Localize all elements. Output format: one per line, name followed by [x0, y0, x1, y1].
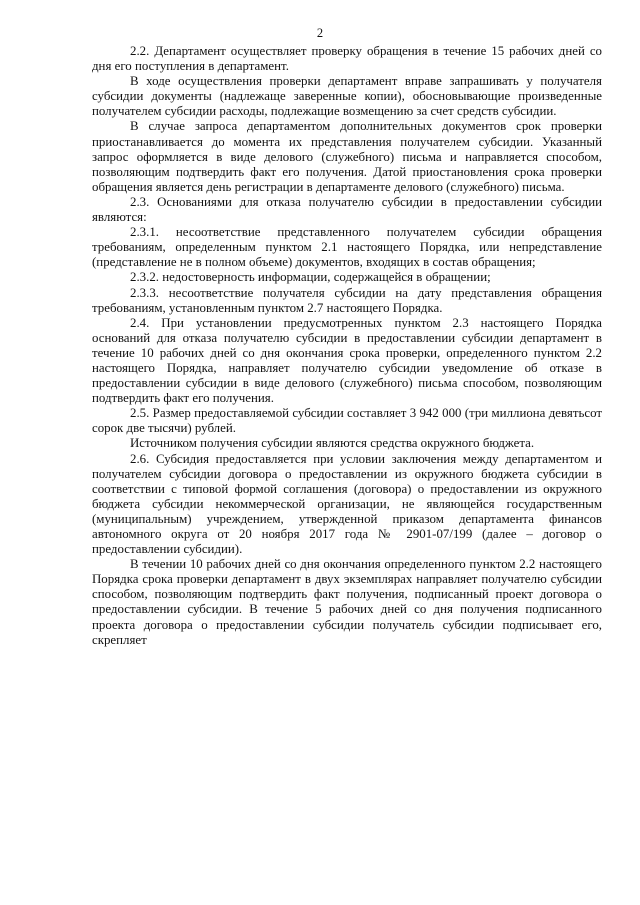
- paragraph-2-2: 2.2. Департамент осуществляет проверку обращения в течение 15 рабочих дней со дня его поступления в департамент.: [92, 44, 602, 74]
- paragraph-2-4: 2.4. При установлении предусмотренных пунктом 2.3 настоящего Порядка оснований для отказа получателю субсидии в предоставлении субсидии департамент в течение 10 рабочих дней со дня окончания срока проверки, определенного пунктом 2.2 настоящего Порядка, направляет получателю субсидии уведомление об отказе в предоставлении субсидии в виде делового (служебного) письма способом, позволяющим подтвердить факт его получения.: [92, 315, 602, 406]
- paragraph-2-6: 2.6. Субсидия предоставляется при условии заключения между департаментом и получателем субсидии договора о предоставлении из окружного бюджета субсидии в соответствии с типовой формой соглашения (договора) о предоставлении из окружного бюджета субсидии некоммерческой организации, не являющейся государственным (муниципальным) учреждением, утвержденной приказом департамента финансов автономного округа от 20 ноября 2017 года № 2901-07/199 (далее – договор о предоставлении субсидии).: [92, 451, 602, 557]
- paragraph-2-3-3: 2.3.3. несоответствие получателя субсидии на дату представления обращения требованиям, установленным пунктом 2.7 настоящего Порядка.: [92, 285, 602, 315]
- document-body: [92, 44, 602, 648]
- paragraph-2-3-2: 2.3.2. недостоверность информации, содержащейся в обращении;: [130, 270, 491, 285]
- page-number: 2: [316, 26, 324, 40]
- paragraph-2-3: 2.3. Основаниями для отказа получателю субсидии в предоставлении субсидии являются:: [92, 194, 602, 225]
- paragraph-funding-source: Источником получения субсидии являются средства окружного бюджета.: [130, 436, 535, 451]
- paragraph-2-5: 2.5. Размер предоставляемой субсидии составляет 3 942 000 (три миллиона девятьсот сорок две тысячи) рублей.: [92, 406, 602, 436]
- paragraph-suspension: В случае запроса департаментом дополнительных документов срок проверки приостанавливается до момента их представления получателем субсидии. Указанный запрос оформляется в виде делового (служебного) письма и направляется способом, позволяющим подтвердить факт его получения. Датой приостановления срока проверки обращения является день регистрации в департаменте делового (служебного) письма.: [92, 119, 602, 194]
- paragraph-2-3-1: 2.3.1. несоответствие представленного получателем субсидии обращения требованиям, определенным пунктом 2.1 настоящего Порядка, или непредставление (представление не в полном объеме) документов, входящих в состав обращения;: [92, 225, 602, 270]
- paragraph-contract-procedure: В течении 10 рабочих дней со дня окончания определенного пунктом 2.2 настоящего Порядка срока проверки департамент в двух экземплярах направляет получателю субсидии способом, позволяющим подтвердить факт получения, подписанный проект договора о предоставлении субсидии. В течение 5 рабочих дней со дня получения подписанного проекта договора о предоставлении субсидии получатель субсидии подписывает его, скрепляет: [92, 557, 602, 647]
- paragraph-document-request: В ходе осуществления проверки департамент вправе запрашивать у получателя субсидии документы (надлежаще заверенные копии), обосновывающие произведенные получателем субсидии расходы, подлежащие возмещению за счет средств субсидии.: [92, 74, 602, 119]
